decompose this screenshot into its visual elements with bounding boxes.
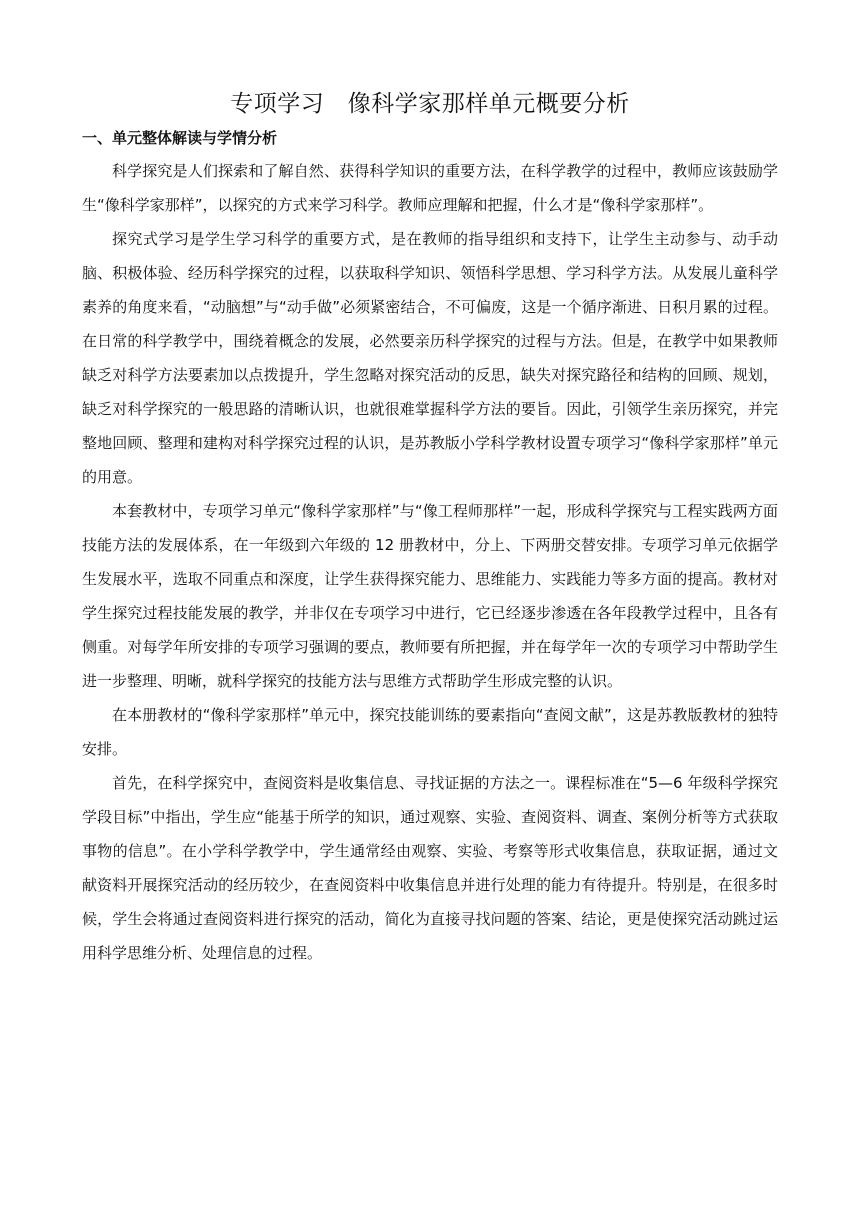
section-heading: 一、单元整体解读与学情分析 bbox=[82, 129, 278, 147]
document-title: 专项学习 像科学家那样单元概要分析 bbox=[230, 91, 630, 117]
body-paragraph-4: 在本册教材的“像科学家那样”单元中，探究技能训练的要素指向“查阅文献”，这是苏教版教材的独特安排。 bbox=[82, 706, 778, 758]
body-paragraph-1: 科学探究是人们探索和了解自然、获得科学知识的重要方法，在科学教学的过程中，教师应该鼓励学生“像科学家那样”，以探究的方式来学习科学。教师应理解和把握，什么才是“像科学家那样”。 bbox=[82, 162, 778, 214]
document-page bbox=[82, 84, 778, 970]
body-paragraph-5: 首先，在科学探究中，查阅资料是收集信息、寻找证据的方法之一。课程标准在“5—6 年级科学探究学段目标”中指出，学生应“能基于所学的知识，通过观察、实验、查阅资料、调查、案例分析等方式获取事物的信息”。在小学科学教学中，学生通常经由观察、实验、考察等形式收集信息，获取证据，通过文献资料开展探究活动的经历较少，在查阅资料中收集信息并进行处理的能力有待提升。特别是，在很多时候，学生会将通过查阅资料进行探究的活动，简化为直接寻找问题的答案、结论，更是使探究活动跳过运用科学思维分析、处理信息的过程。 bbox=[82, 774, 778, 962]
body-paragraph-2: 探究式学习是学生学习科学的重要方式，是在教师的指导组织和支持下，让学生主动参与、动手动脑、积极体验、经历科学探究的过程，以获取科学知识、领悟科学思想、学习科学方法。从发展儿童科学素养的角度来看，“动脑想”与“动手做”必须紧密结合，不可偏废，这是一个循序渐进、日积月累的过程。在日常的科学教学中，围绕着概念的发展，必然要亲历科学探究的过程与方法。但是，在教学中如果教师缺乏对科学方法要素加以点拨提升，学生忽略对探究活动的反思，缺失对探究路径和结构的回顾、规划，缺乏对科学探究的一般思路的清晰认识，也就很难掌握科学方法的要旨。因此，引领学生亲历探究，并完整地回顾、整理和建构对科学探究过程的认识，是苏教版小学科学教材设置专项学习“像科学家那样”单元的用意。 bbox=[82, 230, 778, 486]
body-paragraph-3: 本套教材中，专项学习单元“像科学家那样”与“像工程师那样”一起，形成科学探究与工程实践两方面技能方法的发展体系，在一年级到六年级的 12 册教材中，分上、下两册交替安排。专项学习单元依据学生发展水平，选取不同重点和深度，让学生获得探究能力、思维能力、实践能力等多方面的提高。教材对学生探究过程技能发展的教学，并非仅在专项学习中进行，它已经逐步渗透在各年段教学过程中，且各有侧重。对每学年所安排的专项学习强调的要点，教师要有所把握，并在每学年一次的专项学习中帮助学生进一步整理、明晰，就科学探究的技能方法与思维方式帮助学生形成完整的认识。 bbox=[82, 502, 778, 690]
